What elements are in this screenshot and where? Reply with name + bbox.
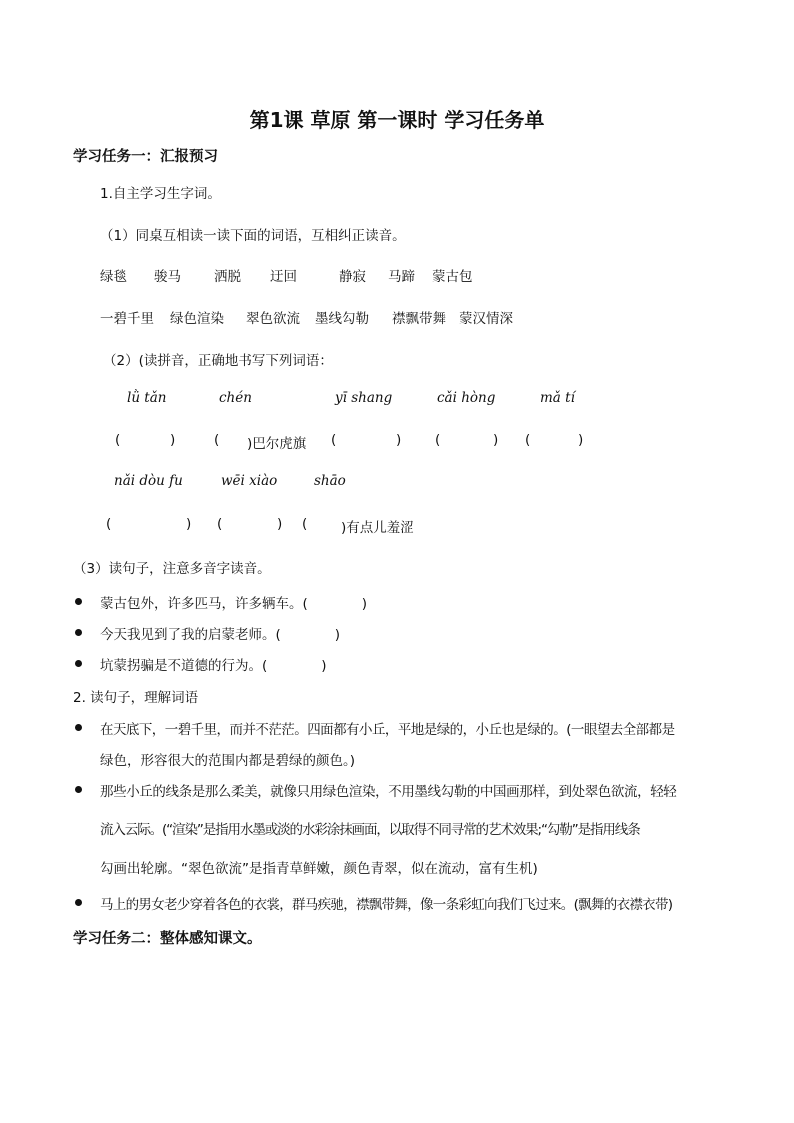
task2-heading: 学习任务二：整体感知课文。 [73,931,262,947]
word: 襟飘带舞 [392,311,446,327]
bullet-icon [75,899,82,906]
word: 绿毯 [100,269,127,285]
poly-sentence: 今天我见到了我的启蒙老师。( ) [100,627,341,643]
pinyin: mǎ tí [540,390,575,406]
blank-bracket: ( [214,432,220,448]
blank-bracket: ) [186,516,192,532]
step1-3-label: （3）读句子，注意多音字读音。 [73,561,271,577]
bullet-icon [75,629,82,636]
word: 翠色欲流 [246,311,300,327]
blank-bracket: ) [578,432,584,448]
blank-bracket: )巴尔虎旗 [247,436,307,452]
word: 绿色渲染 [170,311,224,327]
blank-bracket: ( [435,432,441,448]
bullet-icon [75,660,82,667]
blank-bracket: ) [170,432,176,448]
page-title: 第1课 草原 第一课时 学习任务单 [249,108,545,132]
sentence-line: 那些小丘的线条是那么柔美，就像只用绿色渲染，不用墨线勾勒的中国画那样，到处翠色欲流，轻轻 [100,784,677,800]
blank-bracket: ) [493,432,499,448]
sentence-line: 在天底下，一碧千里，而并不茫茫。四面都有小丘，平地是绿的，小丘也是绿的。(一眼望去全部都是 [100,722,675,738]
blank-bracket: ( [302,516,308,532]
pinyin: cǎi hòng [437,390,496,406]
step1-2-label: （2）(读拼音，正确地书写下列词语： [103,353,333,369]
word: 静寂 [339,269,366,285]
pinyin: yī shang [335,390,393,406]
poly-sentence: 坑蒙拐骗是不道德的行为。( ) [100,658,327,674]
word: 蒙古包 [432,269,473,285]
word: 迂回 [270,269,297,285]
bullet-icon [75,598,82,605]
pinyin: lǜ tǎn [127,390,167,406]
bullet-icon [75,724,82,731]
sentence-line: 勾画出轮廓。“翠色欲流”是指青草鲜嫩，颜色青翠，似在流动，富有生机) [100,861,538,877]
pinyin: nǎi dòu fu [114,473,183,489]
blank-bracket: ( [106,516,112,532]
word: 马蹄 [388,269,415,285]
pinyin: shāo [314,473,346,489]
sentence-line: 马上的男女老少穿着各色的衣裳，群马疾驰，襟飘带舞，像一条彩虹向我们飞过来。(飘舞的衣襟衣带) [100,897,673,913]
pinyin: chén [219,390,252,406]
blank-bracket: ) [277,516,283,532]
step1-1-label: （1）同桌互相读一读下面的词语，互相纠正读音。 [100,228,406,244]
poly-sentence: 蒙古包外，许多匹马，许多辆车。( ) [100,596,368,612]
sentence-line: 绿色，形容很大的范围内都是碧绿的颜色。) [100,753,356,769]
blank-bracket: ( [115,432,121,448]
word: 骏马 [154,269,181,285]
blank-bracket: ( [331,432,337,448]
blank-bracket: ) [396,432,402,448]
pinyin: wēi xiào [221,473,278,489]
blank-bracket: ( [217,516,223,532]
word: 蒙汉情深 [459,311,513,327]
blank-bracket: ( [525,432,531,448]
word: 墨线勾勒 [315,311,369,327]
step2-label: 2. 读句子，理解词语 [73,690,199,706]
bullet-icon [75,786,82,793]
word: 一碧千里 [100,311,154,327]
sentence-line: 流入云际。(“渲染”是指用水墨或淡的水彩涂抹画面，以取得不同寻常的艺术效果;“勾勒”是指用线条 [100,822,640,838]
blank-bracket: )有点儿羞涩 [341,520,414,536]
step1-label: 1.自主学习生字词。 [100,186,221,202]
word: 洒脱 [214,269,241,285]
task1-heading: 学习任务一：汇报预习 [73,149,218,165]
